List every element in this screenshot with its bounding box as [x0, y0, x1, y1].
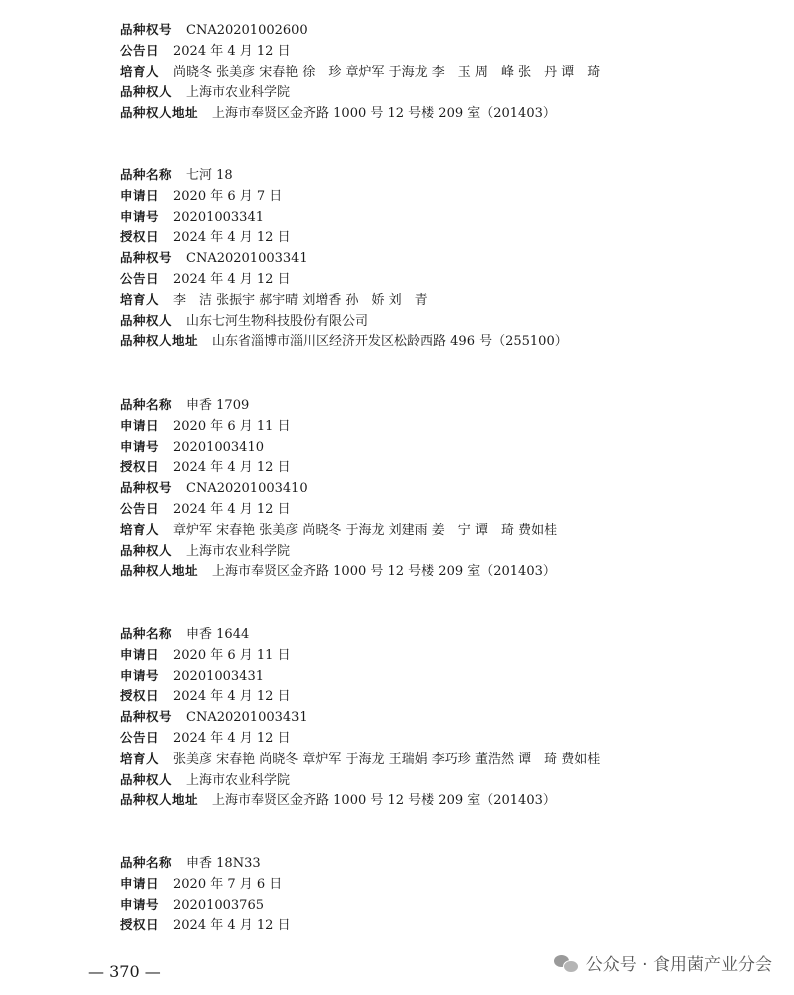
field-row [120, 62, 600, 83]
field-label: 授权日 [120, 459, 160, 475]
field-value: 2024 年 4 月 12 日 [173, 271, 291, 287]
field-row [120, 41, 600, 62]
field-value: 上海市农业科学院 [186, 772, 291, 788]
field-row [120, 165, 568, 186]
field-label: 培育人 [120, 521, 160, 537]
field-row [120, 770, 600, 791]
field-row [120, 311, 568, 332]
field-value: 20201003765 [173, 897, 264, 913]
field-label: 品种权人 [120, 771, 173, 787]
watermark-text: 公众号 · 食用菌产业分会 [585, 955, 772, 975]
field-label: 品种名称 [120, 167, 173, 182]
field-label: 申请号 [120, 667, 160, 683]
field-value: 上海市奉贤区金齐路 1000 号 12 号楼 209 室（201403） [212, 793, 556, 809]
field-value: 上海市农业科学院 [186, 85, 291, 101]
field-row [120, 561, 557, 582]
field-value: 2020 年 6 月 7 日 [173, 188, 283, 204]
field-label: 授权日 [120, 229, 160, 245]
wechat-icon [554, 953, 578, 973]
field-row [120, 853, 291, 874]
field-label: 品种权人地址 [120, 105, 199, 121]
field-row [120, 520, 557, 541]
field-label: 培育人 [120, 291, 160, 307]
field-row [120, 499, 557, 520]
field-row [120, 416, 557, 437]
field-label: 培育人 [120, 63, 160, 79]
field-label: 品种权人地址 [120, 333, 199, 349]
field-value: 2024 年 4 月 12 日 [173, 501, 291, 517]
field-row [120, 790, 600, 811]
field-label: 申请日 [120, 187, 160, 203]
field-row [120, 749, 600, 770]
field-row [120, 207, 568, 228]
field-row [120, 707, 600, 728]
entry-block-2 [120, 165, 568, 352]
field-value: 2020 年 6 月 11 日 [173, 418, 291, 434]
field-row [120, 437, 557, 458]
field-label: 品种权人 [120, 312, 173, 328]
field-value: 2024 年 4 月 12 日 [173, 689, 291, 705]
field-label: 申请日 [120, 417, 160, 433]
field-row [120, 874, 291, 895]
field-label: 品种权号 [120, 22, 173, 37]
field-row [120, 624, 600, 645]
field-value: 2024 年 4 月 12 日 [173, 730, 291, 746]
field-value: CNA20201003431 [186, 710, 308, 726]
field-label: 授权日 [120, 688, 160, 704]
field-value: 山东省淄博市淄川区经济开发区松龄西路 496 号（255100） [212, 334, 568, 350]
field-row [120, 645, 600, 666]
field-value: 申香 1709 [186, 398, 250, 413]
field-row [120, 331, 568, 352]
field-value: 七河 18 [186, 168, 233, 183]
field-label: 授权日 [120, 917, 160, 933]
field-value: 2020 年 6 月 11 日 [173, 647, 291, 663]
entry-block-5 [120, 853, 291, 936]
field-value: 20201003410 [173, 439, 264, 455]
field-value: 2024 年 4 月 12 日 [173, 230, 291, 246]
field-label: 品种权号 [120, 480, 173, 496]
field-value: 上海市奉贤区金齐路 1000 号 12 号楼 209 室（201403） [212, 106, 556, 122]
field-label: 申请日 [120, 875, 160, 891]
field-value: CNA20201002600 [186, 23, 308, 38]
field-row [120, 20, 600, 41]
field-value: 20201003341 [173, 209, 264, 225]
field-value: 申香 18N33 [186, 856, 261, 871]
field-row [120, 227, 568, 248]
field-label: 培育人 [120, 750, 160, 766]
field-label: 申请号 [120, 208, 160, 224]
field-row [120, 541, 557, 562]
entry-block-3 [120, 395, 557, 582]
field-label: 品种权号 [120, 709, 173, 725]
field-label: 品种名称 [120, 855, 173, 870]
field-row [120, 666, 600, 687]
entry-block-1 [120, 20, 600, 124]
field-label: 申请日 [120, 646, 160, 662]
field-row [120, 478, 557, 499]
page-number: — 370 — [88, 962, 161, 981]
field-value: 2020 年 7 月 6 日 [173, 876, 283, 892]
field-row [120, 82, 600, 103]
field-label: 品种权人 [120, 542, 173, 558]
field-label: 品种名称 [120, 626, 173, 641]
field-value: 20201003431 [173, 668, 264, 684]
field-row [120, 895, 291, 916]
field-value: 李 洁 张振宇 郝宇晴 刘增香 孙 娇 刘 青 [173, 292, 428, 308]
field-row [120, 915, 291, 936]
field-row [120, 269, 568, 290]
field-value: 上海市农业科学院 [186, 543, 291, 559]
field-row [120, 248, 568, 269]
field-value: 尚晓冬 张美彦 宋春艳 徐 珍 章炉军 于海龙 李 玉 周 峰 张 丹 谭 琦 [173, 64, 601, 80]
field-row [120, 186, 568, 207]
field-value: CNA20201003410 [186, 481, 308, 497]
field-row [120, 395, 557, 416]
field-value: 申香 1644 [186, 627, 250, 642]
field-value: 2024 年 4 月 12 日 [173, 43, 291, 59]
watermark [554, 950, 772, 975]
field-value: 上海市奉贤区金齐路 1000 号 12 号楼 209 室（201403） [212, 564, 556, 580]
field-label: 品种名称 [120, 397, 173, 412]
field-label: 公告日 [120, 42, 160, 58]
field-row [120, 290, 568, 311]
field-value: 2024 年 4 月 12 日 [173, 460, 291, 476]
field-label: 品种权号 [120, 250, 173, 266]
field-row [120, 728, 600, 749]
field-label: 申请号 [120, 438, 160, 454]
field-label: 品种权人 [120, 84, 173, 100]
field-label: 公告日 [120, 729, 160, 745]
field-value: CNA20201003341 [186, 251, 308, 267]
field-label: 品种权人地址 [120, 563, 199, 579]
field-row [120, 103, 600, 124]
field-value: 山东七河生物科技股份有限公司 [186, 313, 369, 329]
field-label: 品种权人地址 [120, 792, 199, 808]
entry-block-4 [120, 624, 600, 811]
field-row [120, 457, 557, 478]
field-value: 张美彦 宋春艳 尚晓冬 章炉军 于海龙 王瑞娟 李巧珍 董浩然 谭 琦 费如桂 [173, 751, 601, 767]
field-value: 章炉军 宋春艳 张美彦 尚晓冬 于海龙 刘建雨 姜 宁 谭 琦 费如桂 [173, 522, 558, 538]
field-row [120, 686, 600, 707]
field-label: 公告日 [120, 500, 160, 516]
field-label: 公告日 [120, 270, 160, 286]
field-label: 申请号 [120, 896, 160, 912]
field-value: 2024 年 4 月 12 日 [173, 918, 291, 934]
